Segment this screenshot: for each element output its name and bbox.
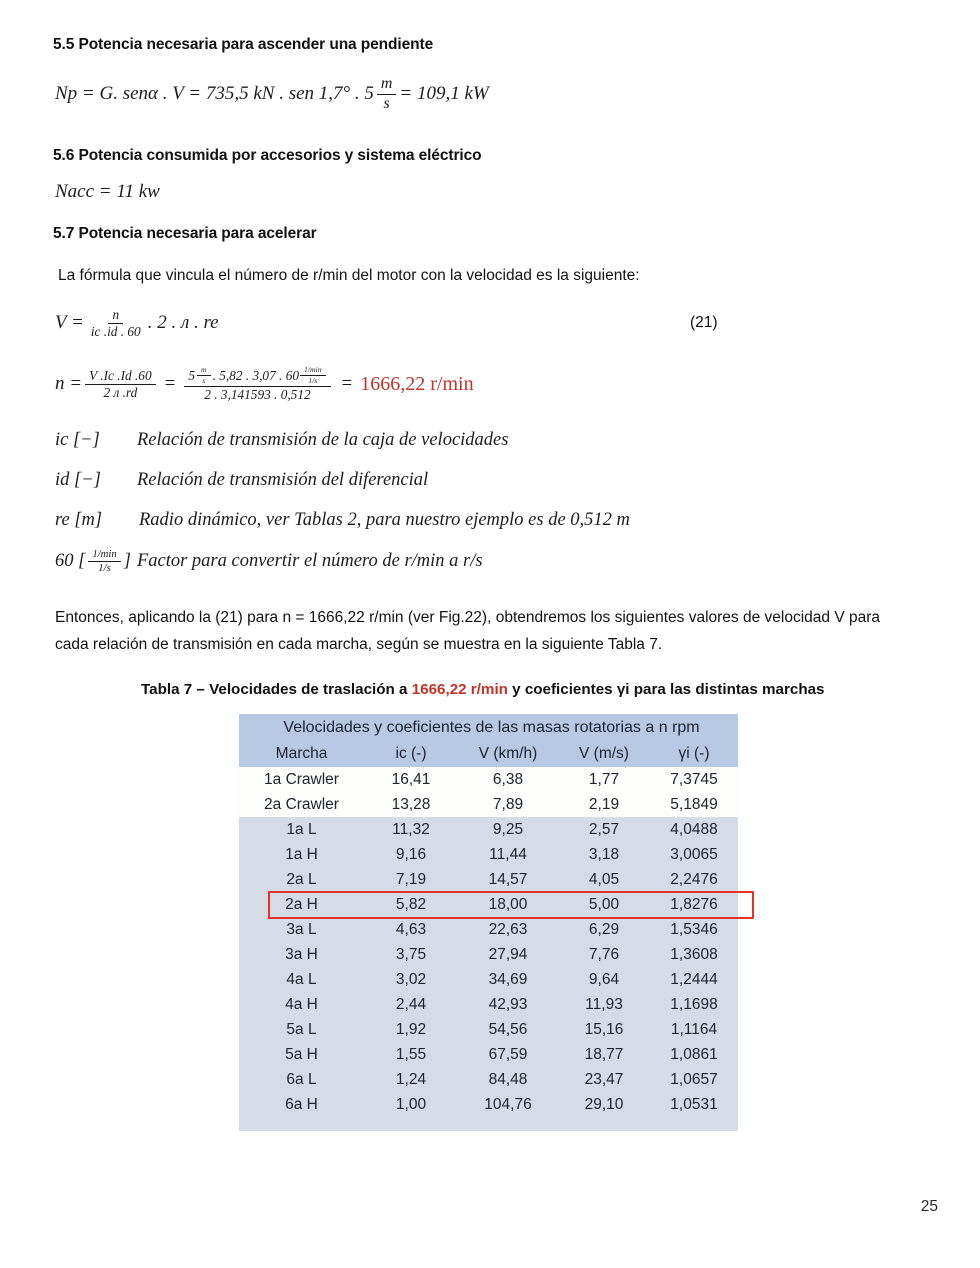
equation-n-equals-1: = — [164, 373, 176, 395]
cell-yi: 1,1698 — [650, 992, 738, 1017]
body-paragraph: Entonces, aplicando la (21) para n = 1666,22 r/min (ver Fig.22), obtendremos los siguientes valores de velocidad V para cada relación de transmisión en cada marcha, según se muestra en la siguiente Tabla 7. — [55, 609, 880, 653]
table-row[interactable] — [239, 967, 738, 992]
cell-ic: 2,44 — [364, 992, 458, 1017]
fraction-numerator: m — [197, 366, 211, 376]
variable-definition-ic — [55, 430, 508, 451]
variable-definition-60-factor — [55, 549, 483, 575]
table-caption-highlight: 1666,22 r/min — [411, 681, 508, 698]
table-7-container — [239, 714, 738, 1131]
cell-v-kmh: 84,48 — [458, 1067, 558, 1092]
cell-v-ms: 9,64 — [558, 967, 650, 992]
cell-ic: 3,02 — [364, 967, 458, 992]
table-body — [239, 767, 738, 1117]
variable-description: Relación de transmisión de la caja de velocidades — [137, 430, 509, 450]
cell-yi: 1,3608 — [650, 942, 738, 967]
table-row[interactable] — [239, 942, 738, 967]
section-heading-5-7: 5.7 Potencia necesaria para acelerar — [53, 225, 317, 242]
cell-v-kmh: 27,94 — [458, 942, 558, 967]
equation-21-rhs: . 2 . л . re — [147, 312, 219, 334]
cell-v-kmh: 22,63 — [458, 917, 558, 942]
fraction-denominator: 1/s — [98, 562, 111, 575]
cell-yi: 1,0531 — [650, 1092, 738, 1117]
column-header-ic: ic (-) — [364, 741, 458, 767]
cell-v-ms: 6,29 — [558, 917, 650, 942]
fraction-denominator: 2 л .rd — [103, 384, 138, 400]
numerator-fraction-permin-over-pers — [300, 366, 326, 385]
fraction-numerator: 1/min — [300, 366, 326, 376]
variable-description: Factor para convertir el número de r/min a r/s — [136, 551, 483, 572]
cell-yi: 2,2476 — [650, 867, 738, 892]
fraction-numerator: n — [108, 308, 123, 324]
fraction-denominator: 2 . 3,141593 . 0,512 — [204, 387, 311, 403]
equation-n-lhs: n = — [55, 373, 83, 395]
table-header-row — [239, 741, 738, 767]
cell-v-ms: 4,05 — [558, 867, 650, 892]
cell-v-ms: 29,10 — [558, 1092, 650, 1117]
variable-description: Relación de transmisión del diferencial — [137, 470, 429, 490]
cell-v-kmh: 104,76 — [458, 1092, 558, 1117]
cell-v-ms: 5,00 — [558, 892, 650, 917]
variable-symbol: re [m] — [55, 510, 103, 530]
cell-v-ms: 7,76 — [558, 942, 650, 967]
cell-v-kmh: 14,57 — [458, 867, 558, 892]
table-caption-suffix: y coeficientes γi para las distintas marchas — [507, 681, 825, 698]
table-row[interactable] — [239, 1067, 738, 1092]
variable-symbol-fraction — [88, 549, 120, 575]
cell-v-kmh: 34,69 — [458, 967, 558, 992]
formula-np-rhs: = 109,1 kW — [399, 83, 489, 105]
cell-v-ms: 11,93 — [558, 992, 650, 1017]
cell-v-ms: 1,77 — [558, 767, 650, 792]
cell-yi: 1,0657 — [650, 1067, 738, 1092]
table-row[interactable] — [239, 1017, 738, 1042]
fraction-numerator — [184, 366, 330, 387]
fraction-denominator: s — [383, 94, 390, 112]
fraction-denominator: s — [202, 376, 206, 386]
table-row[interactable] — [239, 842, 738, 867]
equation-21-fraction — [87, 308, 145, 339]
cell-v-ms: 23,47 — [558, 1067, 650, 1092]
cell-yi: 5,1849 — [650, 792, 738, 817]
intro-paragraph: La fórmula que vincula el número de r/min del motor con la velocidad es la siguiente: — [58, 267, 640, 284]
cell-marcha: 3a H — [239, 942, 364, 967]
numerator-fraction-m-over-s — [197, 366, 211, 385]
cell-yi: 1,1164 — [650, 1017, 738, 1042]
cell-yi: 4,0488 — [650, 817, 738, 842]
cell-marcha: 1a L — [239, 817, 364, 842]
cell-marcha: 1a H — [239, 842, 364, 867]
column-header-marcha: Marcha — [239, 741, 364, 767]
column-header-yi: γi (-) — [650, 741, 738, 767]
formula-nacc: Nacc = 11 kw — [55, 181, 160, 202]
table-title-row — [239, 714, 738, 741]
table-row[interactable] — [239, 792, 738, 817]
variable-symbol: id [−] — [55, 470, 101, 490]
cell-ic: 1,55 — [364, 1042, 458, 1067]
cell-v-kmh: 9,25 — [458, 817, 558, 842]
cell-v-kmh: 54,56 — [458, 1017, 558, 1042]
table-row[interactable] — [239, 1092, 738, 1117]
formula-np-lhs: Np = G. senα . V = 735,5 kN . sen 1,7° . 5 — [55, 83, 374, 105]
cell-ic: 1,00 — [364, 1092, 458, 1117]
cell-marcha: 2a Crawler — [239, 792, 364, 817]
cell-marcha: 1a Crawler — [239, 767, 364, 792]
section-heading-5-6: 5.6 Potencia consumida por accesorios y sistema eléctrico — [53, 147, 482, 164]
cell-yi: 7,3745 — [650, 767, 738, 792]
fraction-numerator: V .Ic .Id .60 — [85, 369, 156, 385]
page-number: 25 — [920, 1198, 938, 1215]
cell-marcha: 2a H — [239, 892, 364, 917]
variable-symbol-prefix: 60 [ — [55, 551, 86, 572]
cell-ic: 13,28 — [364, 792, 458, 817]
table-bottom-band — [239, 1117, 738, 1131]
table-row[interactable] — [239, 992, 738, 1017]
table-7 — [239, 714, 738, 1117]
cell-marcha: 5a H — [239, 1042, 364, 1067]
equation-n-fraction-1 — [85, 369, 156, 400]
table-caption — [141, 681, 825, 698]
cell-v-kmh: 42,93 — [458, 992, 558, 1017]
cell-marcha: 4a H — [239, 992, 364, 1017]
cell-marcha: 4a L — [239, 967, 364, 992]
equation-21-number: (21) — [690, 314, 718, 331]
cell-v-ms: 2,19 — [558, 792, 650, 817]
table-row[interactable] — [239, 1042, 738, 1067]
variable-definition-id — [55, 470, 428, 491]
cell-v-ms: 18,77 — [558, 1042, 650, 1067]
table-row[interactable] — [239, 767, 738, 792]
cell-ic: 9,16 — [364, 842, 458, 867]
equation-n-fraction-2 — [184, 366, 330, 402]
cell-v-ms: 2,57 — [558, 817, 650, 842]
table-row[interactable] — [239, 817, 738, 842]
cell-v-kmh: 18,00 — [458, 892, 558, 917]
cell-ic: 1,24 — [364, 1067, 458, 1092]
numerator-part-a: 5 — [188, 367, 195, 383]
fraction-numerator: 1/min — [88, 549, 120, 562]
cell-ic: 5,82 — [364, 892, 458, 917]
cell-marcha: 5a L — [239, 1017, 364, 1042]
cell-marcha: 6a L — [239, 1067, 364, 1092]
equation-n-equals-2: = — [341, 373, 353, 395]
cell-yi: 1,5346 — [650, 917, 738, 942]
fraction-denominator: 1/s — [308, 376, 318, 386]
cell-ic: 11,32 — [364, 817, 458, 842]
cell-v-kmh: 6,38 — [458, 767, 558, 792]
table-row[interactable] — [239, 917, 738, 942]
variable-description: Radio dinámico, ver Tablas 2, para nuestro ejemplo es de 0,512 m — [139, 510, 630, 530]
cell-yi: 3,0065 — [650, 842, 738, 867]
table-row[interactable] — [239, 867, 738, 892]
cell-v-ms: 15,16 — [558, 1017, 650, 1042]
fraction-denominator: ic .id . 60 — [90, 323, 141, 339]
table-caption-prefix: Tabla 7 – Velocidades de traslación a — [141, 681, 412, 698]
cell-v-kmh: 67,59 — [458, 1042, 558, 1067]
cell-ic: 4,63 — [364, 917, 458, 942]
cell-v-kmh: 7,89 — [458, 792, 558, 817]
variable-definition-re — [55, 510, 630, 531]
cell-v-kmh: 11,44 — [458, 842, 558, 867]
cell-ic: 7,19 — [364, 867, 458, 892]
column-header-v-kmh: V (km/h) — [458, 741, 558, 767]
cell-yi: 1,0861 — [650, 1042, 738, 1067]
equation-21-lhs: V = — [55, 312, 84, 334]
numerator-part-b: . 5,82 . 3,07 . 60 — [212, 367, 299, 383]
variable-symbol: ic [−] — [55, 430, 100, 450]
equation-21 — [55, 308, 219, 339]
cell-marcha: 6a H — [239, 1092, 364, 1117]
cell-yi: 1,8276 — [650, 892, 738, 917]
cell-yi: 1,2444 — [650, 967, 738, 992]
cell-ic: 3,75 — [364, 942, 458, 967]
fraction-numerator: m — [377, 76, 397, 95]
variable-symbol-suffix: ] — [123, 551, 131, 572]
section-heading-5-5: 5.5 Potencia necesaria para ascender una pendiente — [53, 36, 434, 53]
cell-ic: 16,41 — [364, 767, 458, 792]
cell-v-ms: 3,18 — [558, 842, 650, 867]
table-title: Velocidades y coeficientes de las masas rotatorias a n rpm — [239, 714, 738, 741]
cell-marcha: 2a L — [239, 867, 364, 892]
equation-n-result: 1666,22 r/min — [360, 372, 474, 395]
cell-ic: 1,92 — [364, 1017, 458, 1042]
equation-n — [55, 366, 474, 402]
formula-np-fraction-m-over-s — [377, 76, 397, 113]
cell-marcha: 3a L — [239, 917, 364, 942]
column-header-v-ms: V (m/s) — [558, 741, 650, 767]
table-row[interactable] — [239, 892, 738, 917]
formula-np — [55, 76, 489, 113]
